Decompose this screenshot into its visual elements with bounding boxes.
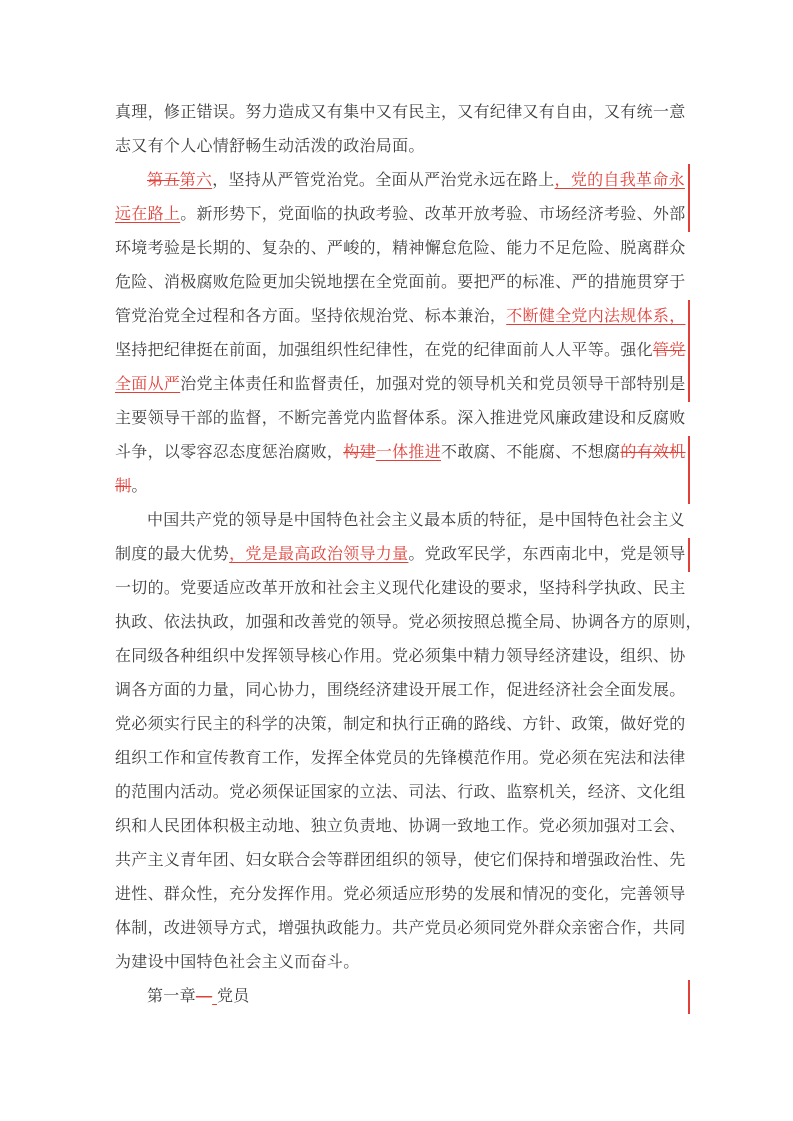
text-line: [115, 130, 678, 164]
inserted-text-run[interactable]: 全面从严: [115, 376, 181, 393]
change-bar: [688, 164, 690, 232]
text-run: 体制，改进领导方式，增强执政能力。共产党员必须同党外群众亲密合作，共同: [115, 920, 686, 937]
document-text-area[interactable]: [115, 96, 702, 1014]
text-run: 管党治党全过程和各方面。坚持依规治党、标本兼治，: [115, 308, 507, 325]
text-run: 一切的。党要适应改革开放和社会主义现代化建设的要求，坚持科学执政、民主: [115, 580, 686, 597]
text-run: 主要领导干部的监督，不断完善党内监督体系。深入推进党风廉政建设和反腐败: [115, 410, 686, 427]
deleted-text-run[interactable]: —: [195, 988, 213, 1005]
text-line: [115, 198, 686, 232]
text-line: [115, 232, 686, 266]
text-line: [115, 674, 686, 708]
text-run: 在同级各种组织中发挥领导核心作用。党必须集中精力领导经济建设，组织、协: [115, 648, 686, 665]
deleted-text-run[interactable]: 构建: [343, 444, 376, 461]
text-run: 斗争，以零容忍态度惩治腐败，: [115, 444, 344, 461]
text-line: [115, 844, 686, 878]
text-run: 真理，修正错误。努力造成又有集中又有民主，又有纪律又有自由，又有统一意: [115, 104, 686, 121]
text-run: 第一章: [147, 988, 196, 1005]
text-run: 共产主义青年团、妇女联合会等群团组织的领导，使它们保持和增强政治性、先: [115, 852, 686, 869]
deleted-text-run[interactable]: 制: [115, 478, 132, 495]
text-line: [115, 266, 686, 300]
text-line: [115, 436, 686, 470]
text-line: [115, 470, 678, 504]
text-line: [115, 368, 686, 402]
change-bar: [688, 436, 690, 504]
text-run: 织和人民团体积极主动地、独立负责地、协调一致地工作。党必须加强对工会、: [115, 818, 686, 835]
text-line: [115, 606, 702, 640]
text-run: 。党政军民学，东西南北中，党是领导: [408, 546, 686, 563]
text-run: 的范围内活动。党必须保证国家的立法、司法、行政、监察机关，经济、文化组: [115, 784, 686, 801]
text-run: 。: [131, 478, 148, 495]
change-bar: [688, 300, 690, 402]
change-bar: [688, 538, 690, 572]
text-line: [115, 402, 686, 436]
text-line: [115, 334, 686, 368]
text-run: 组织工作和宣传教育工作，发挥全体党员的先锋模范作用。党必须在宪法和法律: [115, 750, 686, 767]
inserted-text-run[interactable]: ，党是最高政治领导力量: [229, 546, 409, 563]
text-line: [115, 878, 686, 912]
text-line: [115, 810, 686, 844]
text-line: [115, 538, 686, 572]
text-line: [115, 742, 686, 776]
text-line: [115, 164, 685, 198]
text-run: 。新形势下，党面临的执政考验、改革开放考验、市场经济考验、外部: [180, 206, 686, 223]
inserted-text-run[interactable]: 远在路上: [115, 206, 181, 223]
text-run: 不敢腐、不能腐、不想腐: [441, 444, 621, 461]
text-run: 党必须实行民主的科学的决策，制定和执行正确的路线、方针、政策，做好党的: [115, 716, 686, 733]
text-run: 治党主体责任和监督责任，加强对党的领导机关和党员领导干部特别是: [180, 376, 686, 393]
inserted-text-run[interactable]: 不断健全党内法规体系，: [506, 308, 686, 325]
text-line: [115, 572, 686, 606]
text-run: 坚持把纪律挺在前面，加强组织性纪律性，在党的纪律面前人人平等。强化: [115, 342, 653, 359]
deleted-text-run[interactable]: 第五: [147, 172, 180, 189]
text-run: ，坚持从严管党治党。全面从严治党永远在路上: [212, 172, 555, 189]
text-line: [115, 640, 686, 674]
text-line: [115, 980, 678, 1014]
text-run: 危险、消极腐败危险更加尖锐地摆在全党面前。要把严的标准、严的措施贯穿于: [115, 274, 686, 291]
text-line: [115, 504, 685, 538]
text-run: 为建设中国特色社会主义而奋斗。: [115, 954, 360, 971]
text-line: [115, 300, 686, 334]
text-run: 党员: [216, 988, 250, 1005]
text-line: [115, 946, 678, 980]
text-line: [115, 776, 686, 810]
text-run: 进性、群众性，充分发挥作用。党必须适应形势的发展和情况的变化，完善领导: [115, 886, 686, 903]
text-run: 制度的最大优势: [115, 546, 230, 563]
inserted-text-run[interactable]: 第六: [179, 172, 213, 189]
text-run: 环境考验是长期的、复杂的、严峻的，精神懈怠危险、能力不足危险、脱离群众: [115, 240, 686, 257]
inserted-text-run[interactable]: ，党的自我革命永: [554, 172, 685, 189]
inserted-text-run[interactable]: 一体推进: [375, 444, 442, 461]
deleted-text-run[interactable]: 管党: [652, 342, 686, 359]
text-run: 中国共产党的领导是中国特色社会主义最本质的特征，是中国特色社会主义: [147, 512, 685, 529]
deleted-text-run[interactable]: 的有效机: [620, 444, 686, 461]
text-line: [115, 708, 686, 742]
text-run: 执政、依法执政，加强和改善党的领导。党必须按照总揽全局、协调各方的原则，: [115, 614, 702, 631]
text-run: 志又有个人心情舒畅生动活泼的政治局面。: [115, 138, 425, 155]
text-line: [115, 96, 686, 130]
text-run: 调各方面的力量，同心协力，围绕经济建设开展工作，促进经济社会全面发展。: [115, 682, 686, 699]
text-line: [115, 912, 686, 946]
change-bar: [688, 980, 690, 1014]
